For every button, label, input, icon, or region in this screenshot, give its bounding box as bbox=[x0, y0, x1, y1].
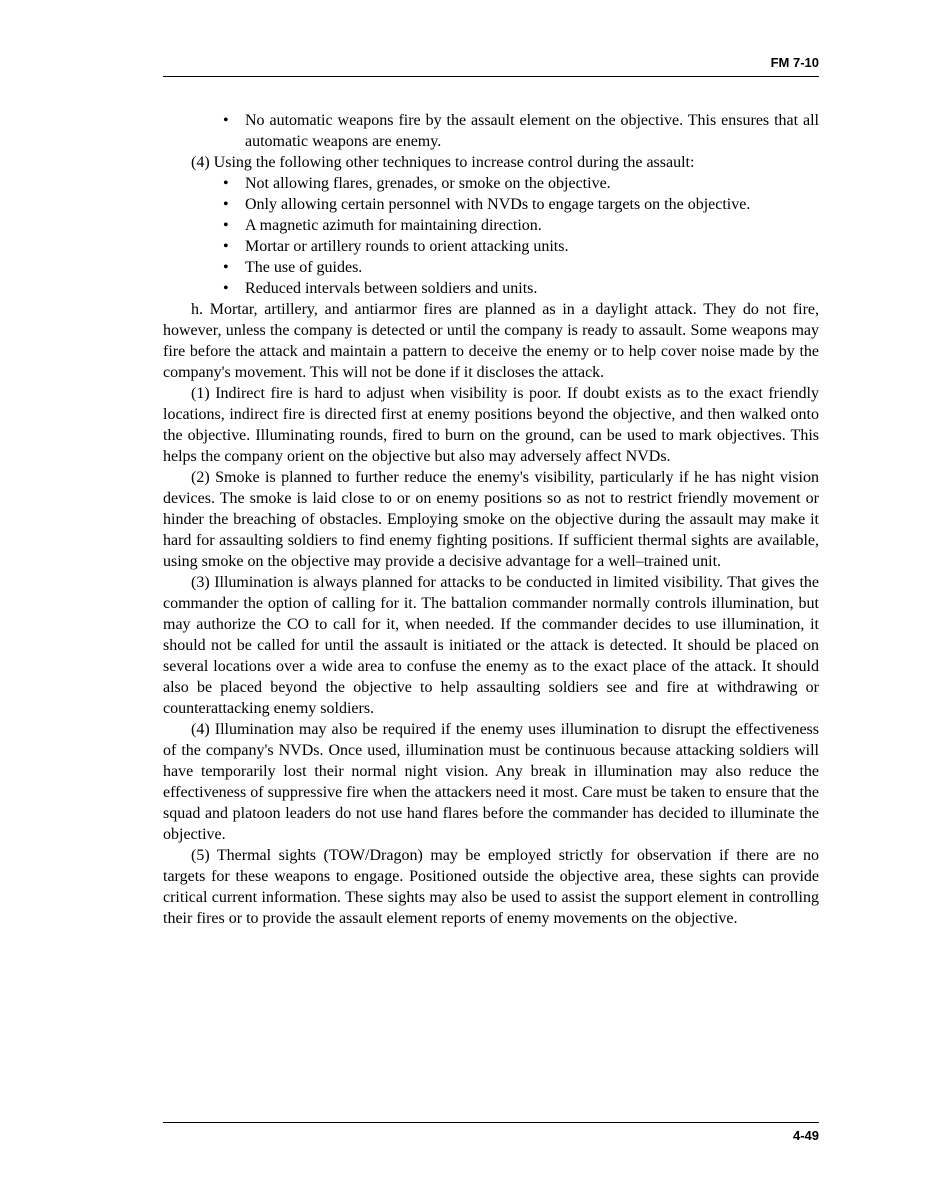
list-item bbox=[163, 215, 819, 236]
bullet-icon: • bbox=[223, 238, 229, 255]
list-item-text: The use of guides. bbox=[245, 259, 363, 276]
list-item-text: Reduced intervals between soldiers and units. bbox=[245, 280, 538, 297]
paragraph-h: h. Mortar, artillery, and antiarmor fires are planned as in a daylight attack. They do not fire, however, unless the company is detected or until the company is ready to assault. Some weapons may fire before the attack and maintain a pattern to deceive the enemy or to help cover noise made by the company's movement. This will not be done if it discloses the attack. bbox=[163, 301, 819, 381]
list-item bbox=[163, 173, 819, 194]
paragraph-h4: (4) Illumination may also be required if the enemy uses illumination to disrupt the effectiveness of the company's NVDs. Once used, illumination must be continuous because attacking soldiers will have temporarily lost their normal night vision. Any break in illumination may also reduce the effectiveness of suppressive fire when the attackers need it most. Care must be taken to ensure that the squad and platoon leaders do not use hand flares before the commander has decided to illuminate the objective. bbox=[163, 721, 819, 843]
paragraph-h2: (2) Smoke is planned to further reduce the enemy's visibility, particularly if he has night vision devices. The smoke is laid close to or on enemy positions so as not to restrict friendly movement or hinder the breaching of obstacles. Employing smoke on the objective during the assault may make it hard for assaulting soldiers to find enemy fighting positions. If sufficient thermal sights are available, using smoke on the objective may provide a decisive advantage for a well–trained unit. bbox=[163, 469, 819, 570]
list-item bbox=[163, 194, 819, 215]
paragraph-h5: (5) Thermal sights (TOW/Dragon) may be employed strictly for observation if there are no targets for these weapons to engage. Positioned outside the objective area, these sights can provide critical current information. These sights may also be used to assist the support element in controlling their fires or to provide the assault element reports of enemy movements on the objective. bbox=[163, 847, 819, 927]
bullet-icon: • bbox=[223, 196, 229, 213]
list-item bbox=[163, 110, 819, 152]
list-item bbox=[163, 236, 819, 257]
footer-rule bbox=[163, 1122, 819, 1123]
list-item-text: No automatic weapons fire by the assault element on the objective. This ensures that all automatic weapons are enemy. bbox=[245, 112, 819, 150]
list-item-text: A magnetic azimuth for maintaining direction. bbox=[245, 217, 542, 234]
list-item-text: Mortar or artillery rounds to orient attacking units. bbox=[245, 238, 569, 255]
list-item bbox=[163, 278, 819, 299]
bullet-icon: • bbox=[223, 259, 229, 276]
list-item-text: Only allowing certain personnel with NVDs to engage targets on the objective. bbox=[245, 196, 751, 213]
page-number: 4-49 bbox=[792, 1128, 819, 1143]
bullet-icon: • bbox=[223, 175, 229, 192]
page-body bbox=[163, 110, 819, 929]
bullet-list-b bbox=[163, 173, 819, 299]
bullet-icon: • bbox=[223, 280, 229, 297]
bullet-icon: • bbox=[223, 112, 229, 129]
bullet-list-a bbox=[163, 110, 819, 152]
paragraph-h1: (1) Indirect fire is hard to adjust when visibility is poor. If doubt exists as to the exact friendly locations, indirect fire is directed first at enemy positions beyond the objective, and then walked onto the objective. Illuminating rounds, fired to burn on the ground, can be used to mark objectives. This helps the company orient on the objective but also may adversely affect NVDs. bbox=[163, 385, 819, 465]
technique-heading: (4) Using the following other techniques to increase control during the assault: bbox=[191, 154, 695, 171]
manual-id: FM 7-10 bbox=[770, 55, 819, 70]
list-item bbox=[163, 257, 819, 278]
paragraph-h3: (3) Illumination is always planned for attacks to be conducted in limited visibility. That gives the commander the option of calling for it. The battalion commander normally controls illumination, but may authorize the CO to call for it, when needed. If the commander decides to use illumination, it should not be called for until the assault is initiated or the attack is detected. It should be placed on several locations over a wide area to confuse the enemy as to the exact place of the attack. It should also be placed beyond the objective to help assaulting soldiers see and fire at withdrawing or counterattacking enemy soldiers. bbox=[163, 574, 819, 717]
header-rule bbox=[163, 76, 819, 77]
list-item-text: Not allowing flares, grenades, or smoke on the objective. bbox=[245, 175, 611, 192]
bullet-icon: • bbox=[223, 217, 229, 234]
